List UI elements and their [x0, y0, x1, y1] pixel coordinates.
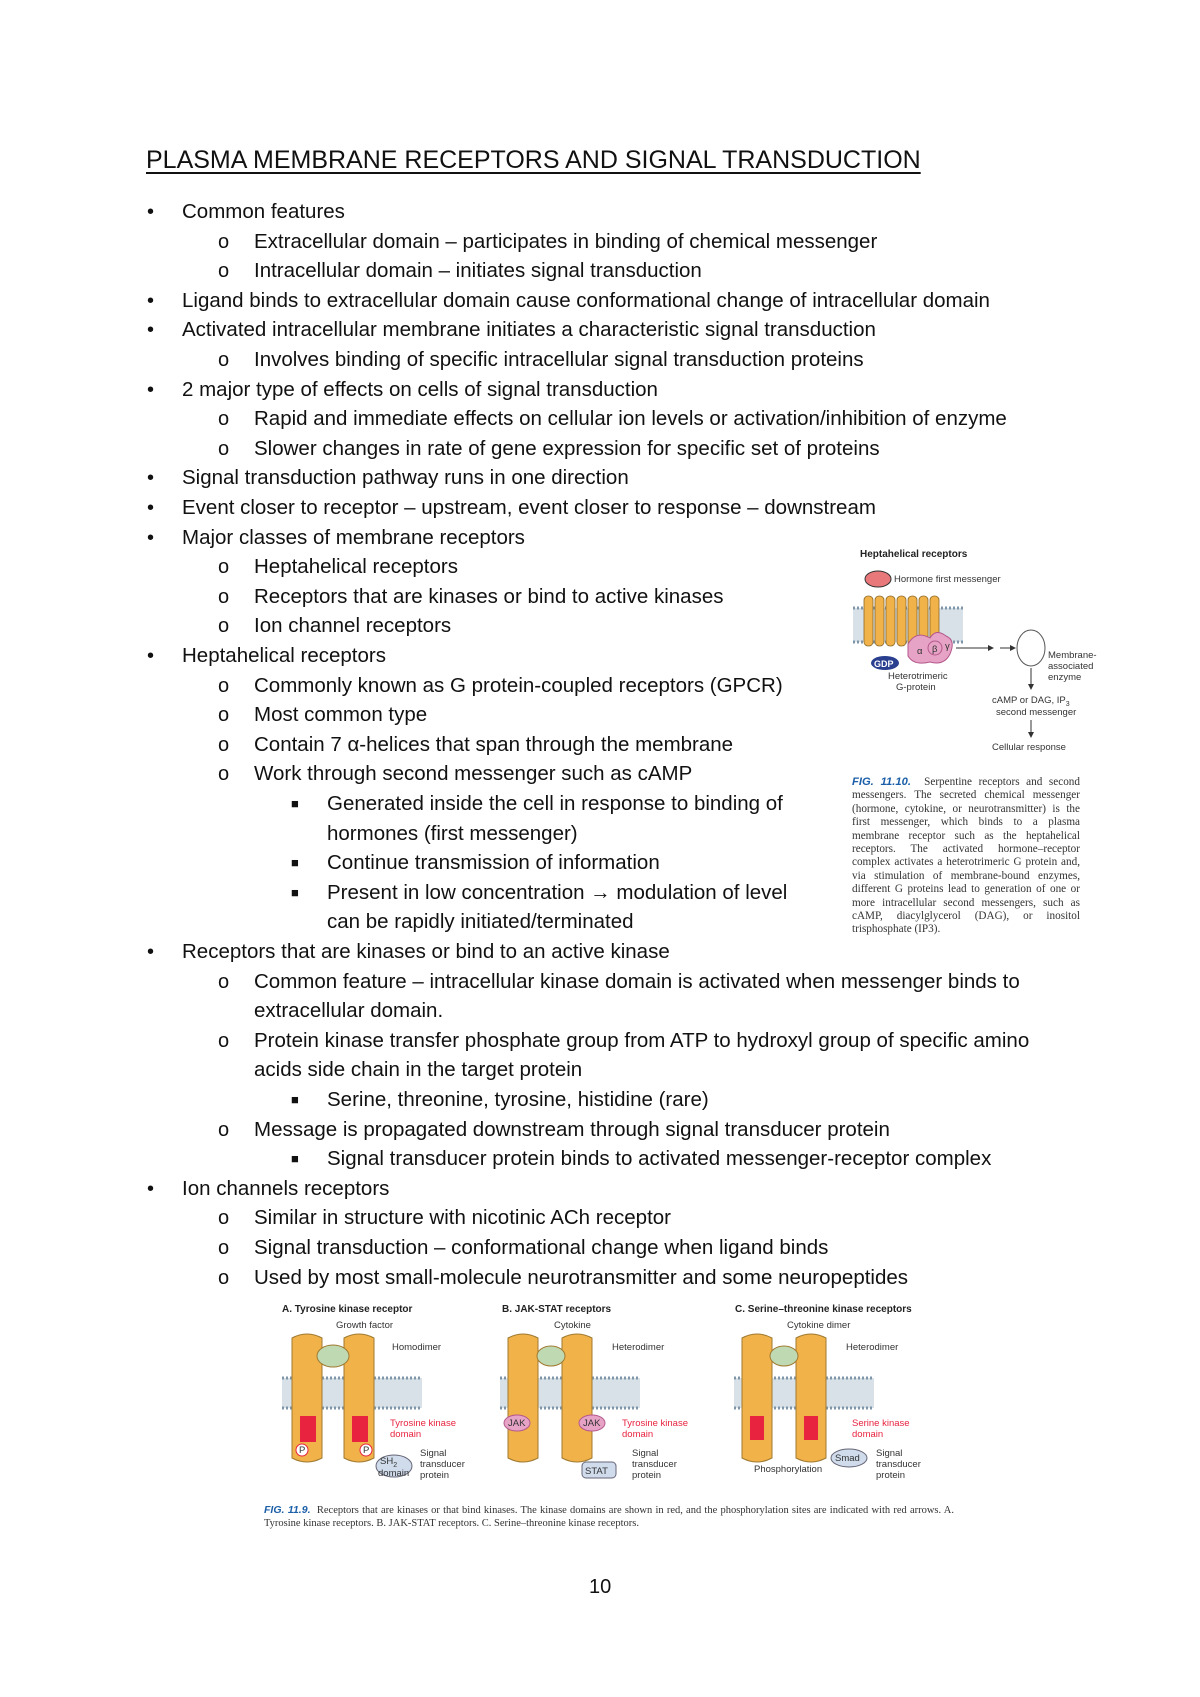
hormone-shape [865, 571, 891, 587]
bullet-marker: ■ [291, 1151, 299, 1166]
bullet-marker: o [218, 231, 230, 253]
second-label-2: second messenger [996, 707, 1077, 718]
second-label-1: cAMP or DAG, IP [992, 695, 1066, 706]
bullet-marker: • [147, 379, 155, 401]
fig2-a-sig3: protein [420, 1470, 450, 1481]
fig2-b-dimer: Heterodimer [612, 1342, 665, 1353]
bullet-marker: o [218, 586, 230, 608]
list-item: Involves binding of specific intracellular signal transduction proteins [254, 348, 864, 371]
fig2-a-ligand: Growth factor [336, 1320, 394, 1331]
fig2-b-kinase-2: domain [622, 1429, 654, 1440]
list-item: Signal transduction pathway runs in one direction [182, 466, 629, 489]
fig1-caption-text: Serpentine receptors and second messengers. The secreted chemical messenger (hormone, cytokine, or neurotransmitter) is the first messenger, which binds to a plasma membrane receptor such as the heptahelical receptors. The activated hormone–receptor complex activates a heterotrimeric G protein and, via stimulation of membrane-bound enzymes, different G proteins lead to generation of one or more intracellular second messengers, such as cAMP, diacylglycerol (DAG), or inositol trisphosphate (IP3). [852, 776, 1080, 936]
bullet-marker: o [218, 1207, 230, 1229]
bullet-marker: • [147, 941, 155, 963]
fig1-heading: Heptahelical receptors [860, 549, 968, 560]
gamma-label: γ [945, 641, 950, 652]
list-item: Serine, threonine, tyrosine, histidine (rare) [327, 1088, 709, 1111]
list-item: Slower changes in rate of gene expression for specific set of proteins [254, 437, 880, 460]
fig2-c-sig3: protein [876, 1470, 906, 1481]
fig2-sh2-sub: 2 [393, 1462, 398, 1469]
fig2-c-title: C. Serine–threonine kinase receptors [735, 1304, 912, 1315]
bullet-marker: o [218, 615, 230, 637]
enzyme-label-1: Membrane- [1048, 650, 1097, 661]
fig2-caption-text: Receptors that are kinases or that bind kinases. The kinase domains are shown in red, and the phosphorylation sites are indicated with red arrows. A. Tyrosine kinase receptors. B. JAK-STAT receptors. C. Serine–threonine kinase receptors. [264, 1505, 954, 1529]
fig1-caption [852, 776, 1080, 937]
bullet-marker: • [147, 527, 155, 549]
list-item: Heptahelical receptors [182, 644, 386, 667]
bullet-marker: ■ [291, 885, 299, 900]
bullet-marker: o [218, 408, 230, 430]
fig2-c-ligand: Cytokine dimer [787, 1320, 851, 1331]
bullet-marker: o [218, 1267, 230, 1289]
list-item: Used by most small-molecule neurotransmitter and some neuropeptides [254, 1266, 909, 1289]
list-item: Present in low concentration → modulation of level [327, 881, 788, 904]
fig2-sh2-domain: domain [378, 1468, 410, 1479]
list-item: Common feature – intracellular kinase domain is activated when messenger binds to [254, 970, 1020, 993]
bullet-marker: • [147, 290, 155, 312]
second-sub: 3 [1065, 701, 1070, 708]
list-item: Contain 7 α-helices that span through the membrane [254, 733, 734, 756]
fig2-b-sig1: Signal [632, 1448, 659, 1459]
fig2-c-kinase-2: domain [852, 1429, 884, 1440]
list-item: Generated inside the cell in response to binding of [327, 792, 783, 815]
bullet-marker: ■ [291, 1092, 299, 1107]
gdp-label: GDP [874, 659, 894, 669]
fig2-a-sig2: transducer [420, 1459, 465, 1470]
fig2-b-kinase-1: Tyrosine kinase [622, 1418, 689, 1429]
list-item: hormones (first messenger) [327, 822, 578, 845]
fig1-hormone: Hormone first messenger [894, 574, 1001, 585]
bullet-marker: o [218, 734, 230, 756]
figure-heptahelical [848, 544, 1097, 770]
fig2-c-sig1: Signal [876, 1448, 903, 1459]
list-item: Commonly known as G protein-coupled receptors (GPCR) [254, 674, 783, 697]
fig2-b-sig2: transducer [632, 1459, 677, 1470]
fig2-b-ligand: Cytokine [554, 1320, 591, 1331]
list-item: Ligand binds to extracellular domain cause conformational change of intracellular domain [182, 289, 990, 312]
list-item: Rapid and immediate effects on cellular ion levels or activation/inhibition of enzyme [254, 407, 1007, 430]
fig1-caption-label: FIG. 11.10. [852, 776, 911, 788]
fig2-sh2: SH [380, 1456, 394, 1467]
fig2-stat: STAT [585, 1466, 608, 1477]
list-item: Extracellular domain – participates in binding of chemical messenger [254, 230, 878, 253]
enzyme-shape [1017, 630, 1045, 666]
fig2-a-p1: P [299, 1445, 306, 1456]
fig2-caption-label: FIG. 11.9. [264, 1504, 311, 1516]
bullet-marker: o [218, 1119, 230, 1141]
page-title: PLASMA MEMBRANE RECEPTORS AND SIGNAL TRANSDUCTION [146, 146, 921, 174]
bullet-marker: • [147, 201, 155, 223]
list-item: Ion channels receptors [182, 1177, 390, 1200]
list-item: Similar in structure with nicotinic ACh receptor [254, 1206, 671, 1229]
list-item: Heptahelical receptors [254, 555, 458, 578]
bullet-marker: o [218, 704, 230, 726]
fig2-a-kinase [300, 1416, 368, 1442]
fig2-a-dimer: Homodimer [392, 1342, 442, 1353]
figure-kinase-receptors [272, 1298, 952, 1498]
list-item: Most common type [254, 703, 428, 726]
fig2-c-dimer: Heterodimer [846, 1342, 899, 1353]
list-item: extracellular domain. [254, 999, 444, 1022]
fig2-smad: Smad [835, 1453, 860, 1464]
bullet-marker: o [218, 349, 230, 371]
fig2-a-kinase-2: domain [390, 1429, 422, 1440]
fig2-jak-1: JAK [508, 1418, 526, 1429]
list-item: Continue transmission of information [327, 851, 660, 874]
list-item: Event closer to receptor – upstream, event closer to response – downstream [182, 496, 876, 519]
bullet-marker: o [218, 260, 230, 282]
enzyme-label-2: associated [1048, 661, 1094, 672]
list-item: Major classes of membrane receptors [182, 526, 525, 549]
bullet-marker: • [147, 467, 155, 489]
gprotein-label-2: G-protein [896, 682, 936, 693]
bullet-marker: o [218, 556, 230, 578]
list-item: can be rapidly initiated/terminated [327, 910, 634, 933]
list-item: Message is propagated downstream through signal transducer protein [254, 1118, 890, 1141]
bullet-marker: o [218, 1030, 230, 1052]
fig2-c-kinase [750, 1416, 818, 1440]
bullet-marker: • [147, 319, 155, 341]
fig2-b-sig3: protein [632, 1470, 662, 1481]
response-label: Cellular response [992, 742, 1066, 753]
fig2-jak-2: JAK [583, 1418, 601, 1429]
bullet-marker: ■ [291, 796, 299, 811]
list-item: Protein kinase transfer phosphate group from ATP to hydroxyl group of specific amino [254, 1029, 1030, 1052]
fig2-c-sig2: transducer [876, 1459, 921, 1470]
list-item: Work through second messenger such as cAMP [254, 762, 693, 785]
list-item: Common features [182, 200, 345, 223]
fig2-a-title: A. Tyrosine kinase receptor [282, 1304, 413, 1315]
bullet-marker: o [218, 438, 230, 460]
fig2-a-p2: P [363, 1445, 370, 1456]
fig2-a-sig1: Signal [420, 1448, 447, 1459]
list-item: Receptors that are kinases or bind to an active kinase [182, 940, 670, 963]
alpha-label: α [917, 646, 923, 657]
list-item: Signal transducer protein binds to activated messenger-receptor complex [327, 1147, 992, 1170]
fig2-b-title: B. JAK-STAT receptors [502, 1304, 612, 1315]
bullet-marker: o [218, 971, 230, 993]
bullet-marker: • [147, 1178, 155, 1200]
bullet-marker: o [218, 1237, 230, 1259]
list-item: acids side chain in the target protein [254, 1058, 583, 1081]
list-item: Signal transduction – conformational change when ligand binds [254, 1236, 829, 1259]
beta-label: β [932, 644, 938, 655]
fig2-caption [264, 1504, 954, 1530]
bullet-marker: • [147, 497, 155, 519]
bullet-marker: • [147, 645, 155, 667]
bullet-marker: ■ [291, 855, 299, 870]
fig2-a-kinase-1: Tyrosine kinase [390, 1418, 457, 1429]
page-number: 10 [589, 1576, 612, 1598]
enzyme-label-3: enzyme [1048, 672, 1082, 683]
fig2-c-kinase-1: Serine kinase [852, 1418, 910, 1429]
list-item: 2 major type of effects on cells of signal transduction [182, 378, 658, 401]
list-item: Activated intracellular membrane initiates a characteristic signal transduction [182, 318, 876, 341]
list-item: Receptors that are kinases or bind to active kinases [254, 585, 724, 608]
list-item: Ion channel receptors [254, 614, 452, 637]
fig2-phos: Phosphorylation [754, 1464, 823, 1475]
bullet-marker: o [218, 675, 230, 697]
list-item: Intracellular domain – initiates signal transduction [254, 259, 702, 282]
gprotein-label-1: Heterotrimeric [888, 671, 948, 682]
bullet-marker: o [218, 763, 230, 785]
